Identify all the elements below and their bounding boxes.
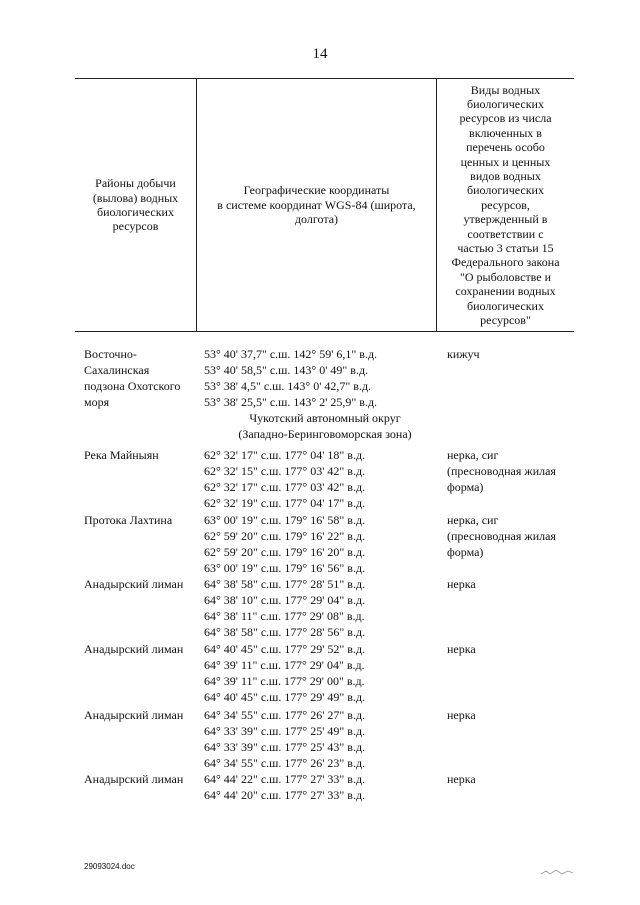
coordinate-line: 64° 38' 10" с.ш. 177° 29' 04" в.д.	[204, 593, 366, 607]
header-col-species	[437, 78, 574, 332]
header-col-region	[75, 78, 196, 332]
coordinates	[204, 576, 439, 640]
coordinate-line: 64° 40' 45" с.ш. 177° 29' 52" в.д.	[204, 642, 366, 656]
coordinate-line: 62° 32' 17" с.ш. 177° 04' 18" в.д.	[204, 448, 366, 462]
region-name: Восточно- Сахалинская подзона Охотского моря	[84, 347, 181, 409]
coordinate-line: 64° 44' 22" с.ш. 177° 27' 33" в.д.	[204, 772, 366, 786]
header-col-region-text: Районы добычи (вылова) водных биологических ресурсов	[92, 176, 179, 234]
coordinate-line: 64° 34' 55" с.ш. 177° 26' 27" в.д.	[204, 708, 366, 722]
coordinates	[204, 346, 439, 410]
coordinates	[204, 447, 439, 511]
coordinate-line: 64° 33' 39" с.ш. 177° 25' 49" в.д.	[204, 724, 366, 738]
page-number: 14	[312, 46, 328, 62]
coordinate-line: 64° 39' 11" с.ш. 177° 29' 00" в.д.	[204, 674, 365, 688]
coordinate-line: 64° 38' 58" с.ш. 177° 28' 56" в.д.	[204, 625, 366, 639]
coordinate-line: 64° 34' 55" с.ш. 177° 26' 23" в.д.	[204, 756, 366, 770]
coordinate-line: 63° 00' 19" с.ш. 179° 16' 56" в.д.	[204, 561, 366, 575]
header-col-species-text: Виды водных биологических ресурсов из числа включенных в перечень особо ценных и ценных видов водных биологических ресурсов, утвержденный в соответствии с частью 3 статьи 15 Федерального закона "О рыболовстве и сохранении водных биологических ресурсов"	[451, 82, 560, 328]
coordinate-line: 64° 39' 11" с.ш. 177° 29' 04" в.д.	[204, 658, 365, 672]
region-name: Анадырский лиман	[84, 708, 184, 722]
header-col-coords	[197, 78, 436, 332]
header-col-coords-text: Географические координаты в системе координат WGS-84 (широта, долгота)	[217, 183, 416, 227]
coordinate-line: 64° 38' 11" с.ш. 177° 29' 08" в.д.	[204, 609, 365, 623]
region-name: Протока Лахтина	[84, 513, 173, 527]
coordinate-line: 64° 44' 20" с.ш. 177° 27' 33" в.д.	[204, 788, 366, 802]
coordinate-line: 62° 32' 17" с.ш. 177° 03' 42" в.д.	[204, 480, 366, 494]
region-name: Анадырский лиман	[84, 577, 184, 591]
coordinates	[204, 707, 439, 771]
coordinates	[204, 771, 439, 803]
coordinates	[204, 641, 439, 705]
region-name: Анадырский лиман	[84, 642, 184, 656]
coordinate-line: 64° 33' 39" с.ш. 177° 25' 43" в.д.	[204, 740, 366, 754]
region-name: Анадырский лиман	[84, 772, 184, 786]
scan-mark-icon	[540, 868, 574, 876]
section-subheader: Чукотский автономный округ (Западно-Беринговоморская зона)	[238, 411, 412, 441]
coordinate-line: 64° 40' 45" с.ш. 177° 29' 49" в.д.	[204, 690, 366, 704]
coordinates	[204, 512, 439, 576]
coordinate-line: 62° 32' 15" с.ш. 177° 03' 42" в.д.	[204, 464, 366, 478]
coordinate-line: 53° 40' 37,7" с.ш. 142° 59' 6,1" в.д.	[204, 347, 378, 361]
species: нерка, сиг (пресноводная жилая форма)	[447, 448, 556, 494]
footer-filename: 29093024.doc	[84, 862, 135, 871]
coordinate-line: 62° 59' 20" с.ш. 179° 16' 20" в.д.	[204, 545, 366, 559]
coordinate-line: 64° 38' 58" с.ш. 177° 28' 51" в.д.	[204, 577, 366, 591]
coordinate-line: 53° 38' 25,5" с.ш. 143° 2' 25,9" в.д.	[204, 395, 378, 409]
species: нерка	[447, 642, 476, 656]
species: нерка	[447, 577, 476, 591]
coordinate-line: 62° 59' 20" с.ш. 179° 16' 22" в.д.	[204, 529, 366, 543]
species: нерка	[447, 772, 476, 786]
coordinate-line: 53° 38' 4,5" с.ш. 143° 0' 42,7" в.д.	[204, 379, 372, 393]
coordinate-line: 62° 32' 19" с.ш. 177° 04' 17" в.д.	[204, 496, 366, 510]
region-name: Река Майныян	[84, 448, 159, 462]
coordinate-line: 53° 40' 58,5" с.ш. 143° 0' 49" в.д.	[204, 363, 369, 377]
coordinate-line: 63° 00' 19" с.ш. 179° 16' 58" в.д.	[204, 513, 366, 527]
species: нерка, сиг (пресноводная жилая форма)	[447, 513, 556, 559]
table-header	[75, 78, 574, 332]
species: нерка	[447, 708, 476, 722]
species: кижуч	[447, 347, 480, 361]
